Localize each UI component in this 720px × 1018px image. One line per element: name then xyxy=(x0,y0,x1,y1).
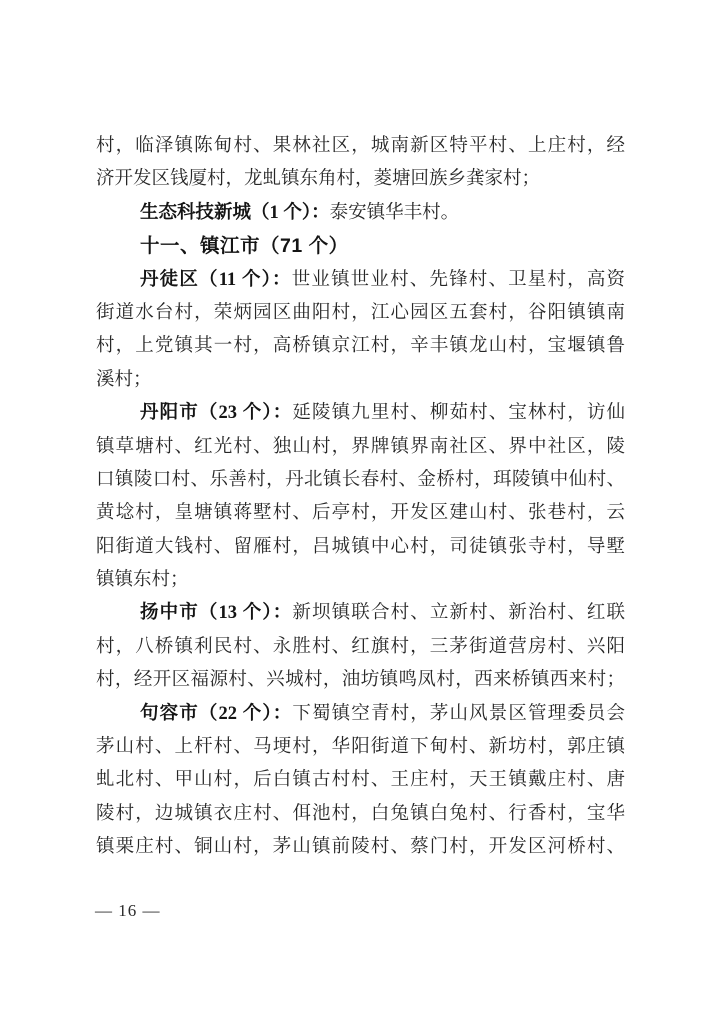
text-line xyxy=(96,798,625,831)
text-line xyxy=(96,631,625,664)
text-line xyxy=(96,831,625,864)
text-run: 茅山村、上杆村、马埂村，华阳街道下甸村、新坊村，郭庄镇 xyxy=(96,737,625,758)
page-number: — 16 — xyxy=(95,901,161,920)
text-line xyxy=(96,664,625,697)
bold-label-run: 句容市（22 个）： xyxy=(140,703,293,724)
text-line xyxy=(96,397,625,430)
text-line xyxy=(96,564,625,597)
text-line xyxy=(96,197,625,230)
text-line xyxy=(96,597,625,630)
text-run: 黄埝村，皇塘镇蒋墅村、后亭村，开发区建山村、张巷村，云 xyxy=(96,503,625,524)
text-run: 虬北村、甲山村，后白镇古村村、王庄村，天王镇戴庄村、唐 xyxy=(96,770,625,791)
bold-label-run: 十一、镇江市（71 个） xyxy=(140,235,349,258)
text-line xyxy=(96,497,625,530)
text-run: 济开发区钱厦村，龙虬镇东角村，菱塘回族乡龚家村； xyxy=(96,169,541,190)
text-run: 泰安镇华丰村。 xyxy=(329,202,460,223)
text-line xyxy=(96,431,625,464)
text-line xyxy=(96,297,625,330)
text-run: 街道水台村，荣炳园区曲阳村，江心园区五套村，谷阳镇镇南 xyxy=(96,302,625,323)
text-line xyxy=(96,364,625,397)
bold-label-run: 丹阳市（23 个）： xyxy=(140,403,293,424)
text-run: 陵村，边城镇衣庄村、佴池村，白兔镇白兔村、行香村，宝华 xyxy=(96,803,625,824)
bold-label-run: 丹徒区（11 个）： xyxy=(140,269,292,290)
text-run: 镇栗庄村、铜山村，茅山镇前陵村、蔡门村，开发区河桥村、 xyxy=(96,837,625,858)
text-line xyxy=(96,163,625,196)
text-run: 村，八桥镇利民村、永胜村、红旗村，三茅街道营房村、兴阳 xyxy=(96,636,625,657)
text-run: 镇镇东村； xyxy=(96,570,189,591)
text-run: 村，上党镇其一村，高桥镇京江村，辛丰镇龙山村，宝堰镇鲁 xyxy=(96,336,625,357)
text-line xyxy=(96,130,625,163)
text-run: 阳街道大钱村、留雁村，吕城镇中心村，司徒镇张寺村，导墅 xyxy=(96,536,625,557)
section-heading xyxy=(96,230,625,263)
text-line xyxy=(96,464,625,497)
text-run: 镇草塘村、红光村、独山村，界牌镇界南社区、界中社区，陵 xyxy=(96,436,625,457)
document-body xyxy=(96,130,625,865)
text-line xyxy=(96,731,625,764)
bold-label-run: 扬中市（13 个）： xyxy=(140,603,293,624)
text-line xyxy=(96,264,625,297)
text-run: 世业镇世业村、先锋村、卫星村，高资 xyxy=(291,269,625,290)
text-run: 口镇陵口村、乐善村，丹北镇长春村、金桥村，珥陵镇中仙村、 xyxy=(96,469,625,490)
text-run: 新坝镇联合村、立新村、新治村、红联 xyxy=(292,603,625,624)
text-line xyxy=(96,531,625,564)
text-run: 溪村； xyxy=(96,369,152,390)
text-run: 延陵镇九里村、柳茹村、宝林村，访仙 xyxy=(292,403,625,424)
bold-label-run: 生态科技新城（1 个）： xyxy=(140,202,330,223)
text-run: 村，临泽镇陈甸村、果林社区，城南新区特平村、上庄村，经 xyxy=(96,136,625,156)
text-run: 村，经开区福源村、兴城村，油坊镇鸣凤村，西来桥镇西来村； xyxy=(96,670,625,691)
text-line xyxy=(96,764,625,797)
text-line xyxy=(96,698,625,731)
text-run: 下蜀镇空青村，茅山风景区管理委员会 xyxy=(292,703,625,724)
text-line xyxy=(96,330,625,363)
